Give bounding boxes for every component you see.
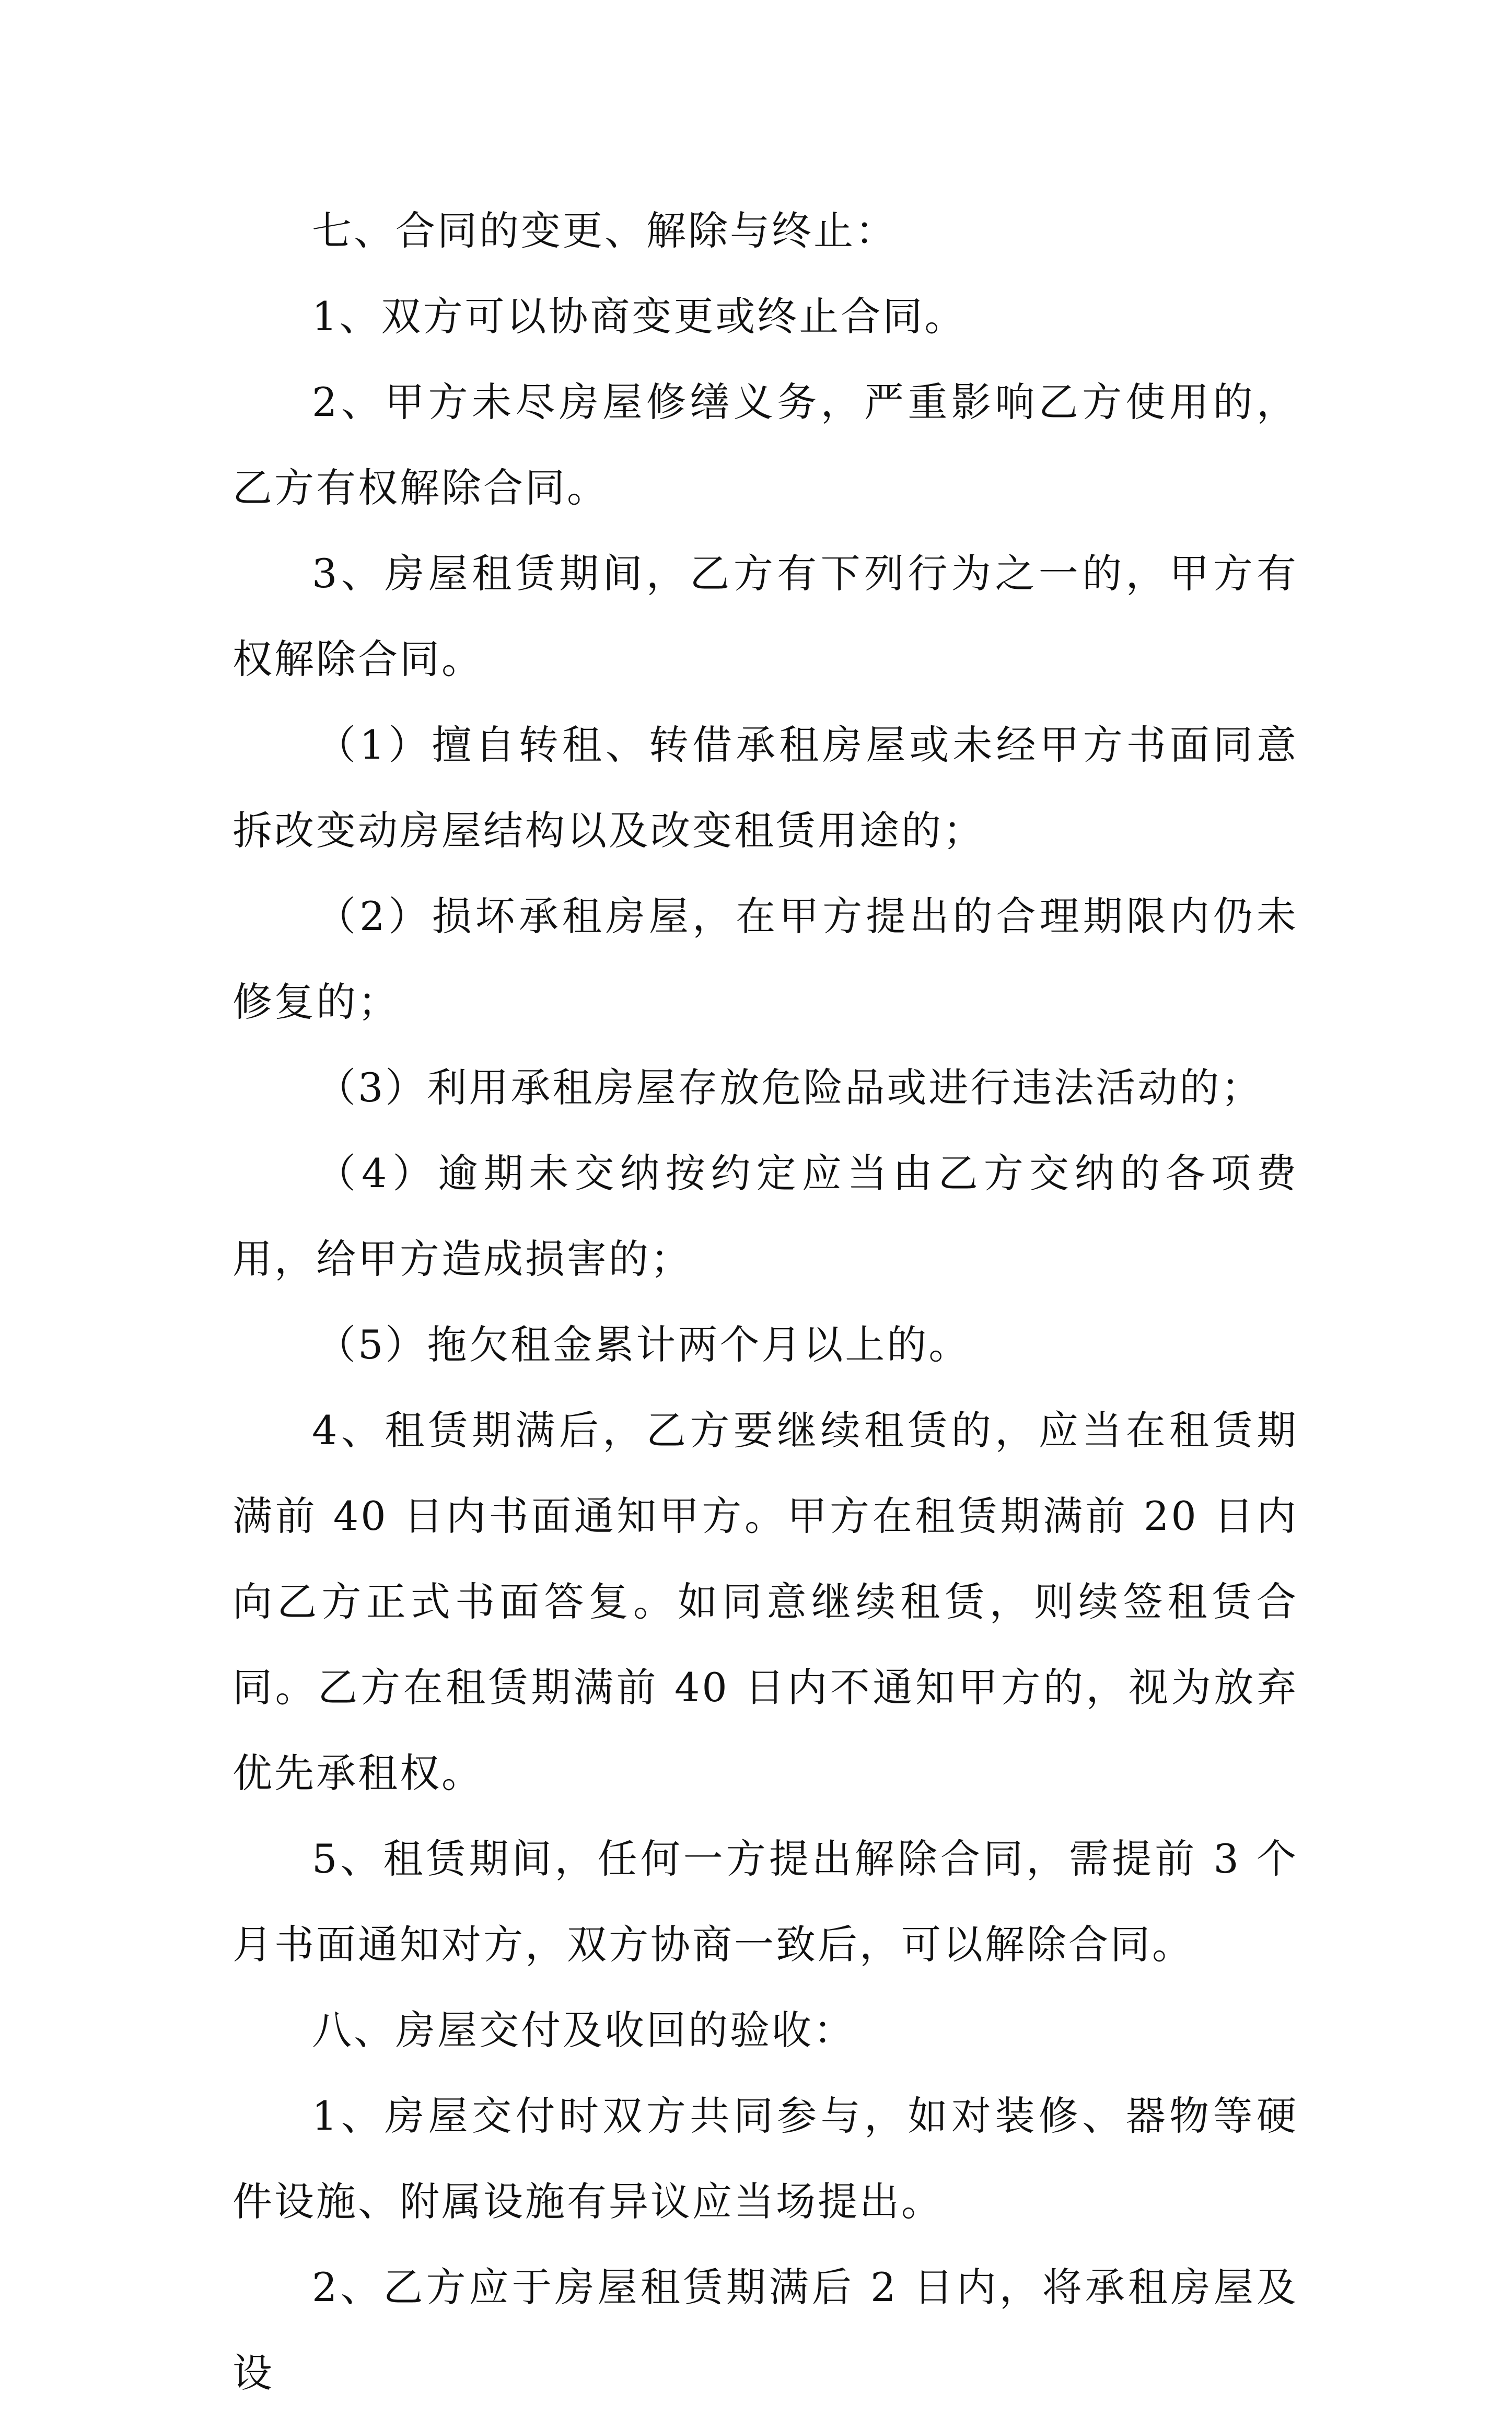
subclause-7-3-5: （5）拖欠租金累计两个月以上的。	[316, 1321, 971, 1368]
clause-7-1: 1、双方可以协商变更或终止合同。	[312, 293, 967, 340]
clause-7-3: 3、房屋租赁期间，乙方有下列行为之一的，甲方有权解除合同。	[232, 550, 1298, 682]
clause-8-2: 2、乙方应于房屋租赁期满后 2 日内，将承租房屋及设	[232, 2264, 1298, 2396]
subclause-7-3-4: （4）逾期未交纳按约定应当由乙方交纳的各项费用，给甲方造成损害的；	[232, 1150, 1298, 1282]
section-heading-8: 八、房屋交付及收回的验收：	[312, 2007, 855, 2053]
clause-7-4: 4、租赁期满后，乙方要继续租赁的，应当在租赁期满前 40 日内书面通知甲方。甲方在租赁期满前 20 日内向乙方正式书面答复。如同意继续租赁，则续签租赁合同。乙方在租赁期满前 40 日内不通知甲方的，视为放弃优先承租权。	[232, 1407, 1298, 1796]
subclause-7-3-3: （3）利用承租房屋存放危险品或进行违法活动的；	[316, 1064, 1263, 1111]
section-heading-7: 七、合同的变更、解除与终止：	[312, 207, 897, 254]
clause-7-2: 2、甲方未尽房屋修缮义务，严重影响乙方使用的，乙方有权解除合同。	[232, 379, 1298, 511]
subclause-7-3-1: （1）擅自转租、转借承租房屋或未经甲方书面同意拆改变动房屋结构以及改变租赁用途的；	[232, 722, 1298, 854]
document-body	[232, 188, 1298, 2416]
clause-8-1: 1、房屋交付时双方共同参与，如对装修、器物等硬件设施、附属设施有异议应当场提出。	[232, 2093, 1298, 2225]
subclause-7-3-2: （2）损坏承租房屋，在甲方提出的合理期限内仍未修复的；	[232, 893, 1298, 1025]
clause-7-5: 5、租赁期间，任何一方提出解除合同，需提前 3 个月书面通知对方，双方协商一致后，可以解除合同。	[232, 1836, 1298, 1968]
